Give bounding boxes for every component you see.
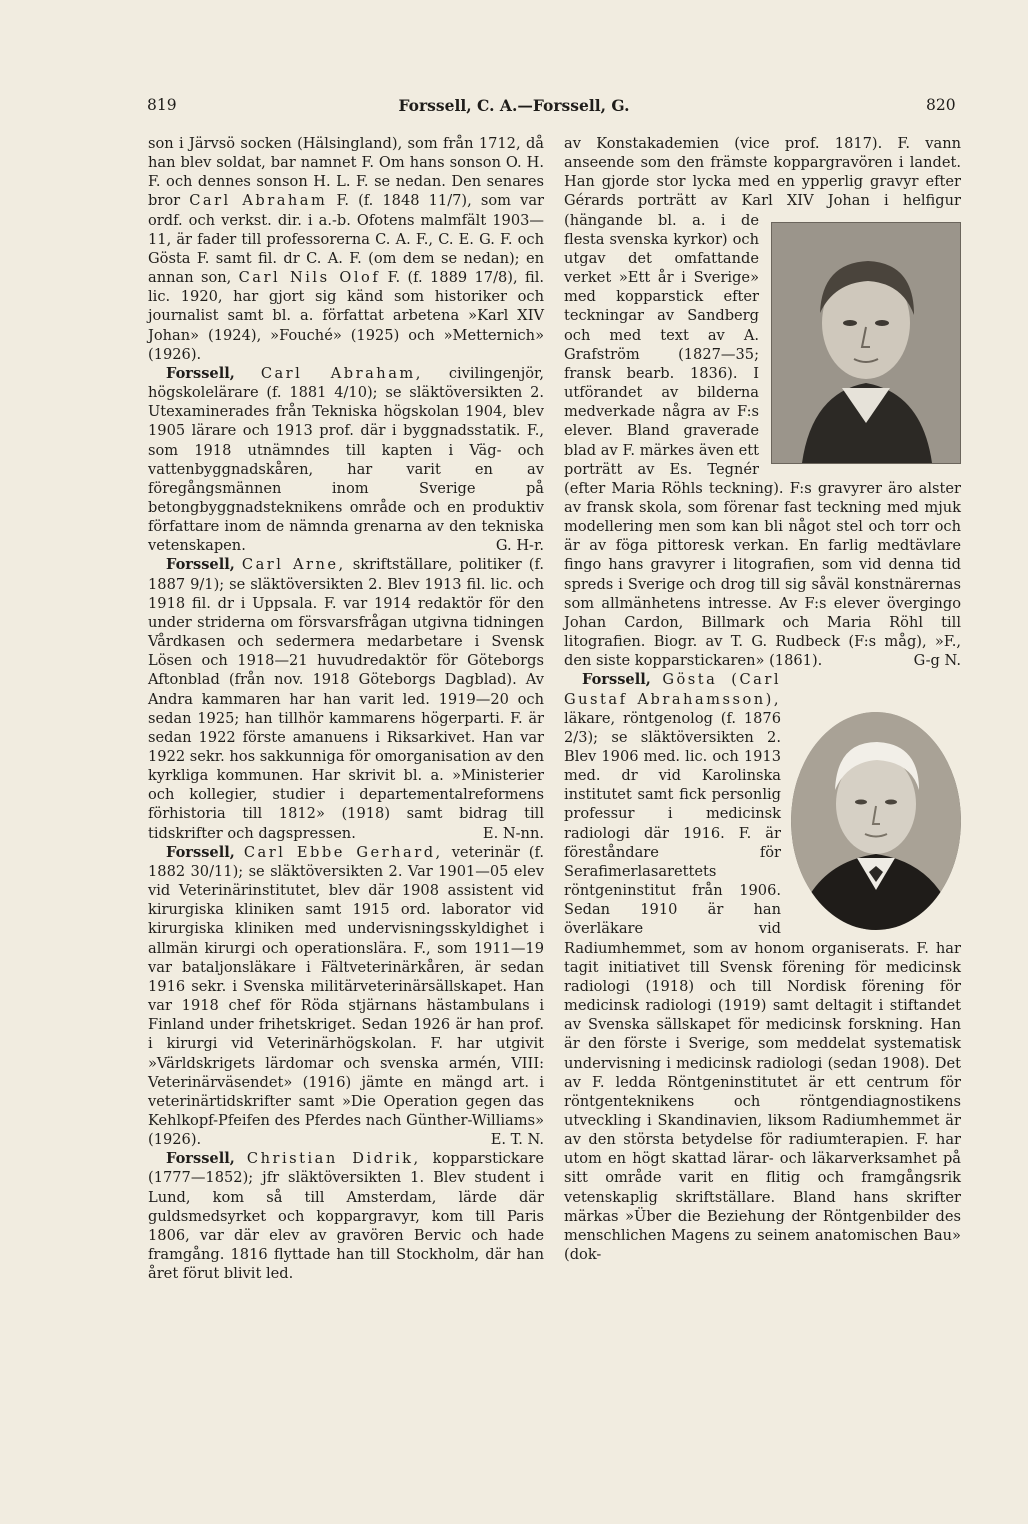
entry-given-names: Christian Didrik, — [246, 1150, 421, 1168]
entry-signature: E. N-nn. — [482, 824, 544, 842]
page-number-right: 820 — [926, 96, 956, 114]
entry-headword: Forssell, — [582, 671, 651, 689]
entry-headword: Forssell, — [166, 556, 235, 574]
entry-text: av Konstakademien (vice prof. 1817). F. vann anseende som den främste koppargravören i landet. Han gjorde stor lycka med en ypperlig gravyr efter Gérards porträtt av Karl XIV Johan i helfigur (hängande bl. a. i de flesta svenska kyrkor) och utgav det omfattande verket »Ett år i Sverige» med kopparstick efter teckningar av Sandberg och med text av A. Grafström (1827—35; fransk bearb. 1836). I utförandet av bilderna medverkade några av F:s elever. Bland graverade blad av F. märkes även ett porträtt av Es. Tegnér (efter Maria Röhls teckning). F:s gravyrer äro alster av fransk skola, som förenar fast teckning med mjuk modellering men som kan bli något stel och torr och är av föga pittoresk verkan. En farlig medtävlare fingo hans gravyrer i litografien, som vid denna tid spreds i Sverige och drog till sig såväl konstnärernas som allmänhetens intresse. Av F:s elever övergingo Johan Cardon, Billmark och Maria Röhl till litografien. Biogr. av T. G. Rudbeck (F:s måg), »F., den siste kopparstickaren» (1861). — [564, 135, 961, 670]
entry-headword: Forssell, — [166, 1150, 235, 1168]
entry-carl-arne — [148, 555, 544, 842]
entry-carl-ebbe-gerhard — [148, 843, 544, 1150]
entry-christian-didrik — [148, 1149, 544, 1283]
entry-carl-abraham — [148, 364, 544, 556]
entry-headword: Forssell, — [166, 843, 235, 861]
portrait-photo-image — [791, 712, 961, 930]
portrait-engraving-image — [772, 223, 960, 463]
text-run: son i Järvsö socken (Hälsingland), som från 1712, då han blev soldat, bar namnet F. Om hans sonson O. H. F. och dennes sonson H. L. F. se nedan. Den senares bror — [148, 135, 544, 210]
portrait-christian-didrik-forssell — [771, 222, 961, 464]
entry-given-names: Carl Abraham, — [260, 364, 423, 382]
right-column — [564, 134, 961, 1264]
spaced-name: Carl Nils Olof — [238, 269, 381, 287]
intro-paragraph — [148, 134, 544, 364]
entry-given-names: Carl Ebbe Gerhard, — [243, 843, 443, 861]
entry-text: veterinär (f. 1882 30/11); se släktöversikten 2. Var 1901—05 elev vid Veterinärinstitutet, blev där 1908 assistent vid kirurgiska kliniken samt 1915 ord. laborator vid kirurgiska kliniken med undervisningsskyldighet i allmän kirurgi och operationslära. F., som 1911—19 var bataljonsläkare i Fältveterinärkåren, är sedan 1916 sekr. i Svenska militärveterinärsällskapet. Han var 1918 chef för Röda stjärnans hästambulans i Finland under frihetskriget. Sedan 1926 är han prof. i kirurgi vid Veterinärhögskolan. F. har utgivit »Världskrigets lärdomar och svenska armén, VIII: Veterinärväsendet» (1916) jämte en mängd art. i veterinärtidskrifter samt »Die Operation gegen das Kehlkopf-Pfeifen des Pferdes nach Günther-Williams» (1926). — [148, 843, 544, 1149]
entry-text: civilingenjör, högskolelärare (f. 1881 4/10); se släktöversikten 2. Utexaminerades från Tekniska högskolan 1904, blev 1905 lärare och 1913 prof. där i byggnadsstatik. F., som 1918 utnämndes till kapten i Väg- och vattenbyggnadskåren, har varit en av föregångsmännen inom Sverige på betongbyggnadsteknikens område och en produktiv författare inom de nämnda grenarna av den tekniska vetenskapen. — [148, 364, 545, 555]
entry-signature: G-g N. — [913, 652, 961, 670]
entry-text: läkare, röntgenolog (f. 1876 2/3); se släktöversikten 2. Blev 1906 med. lic. och 1913 med. dr vid Karolinska institutet samt fick personlig professur i medicinsk radiologi där 1916. F. är föreståndare för Serafimerlasarettets röntgeninstitut från 1906. Sedan 1910 är han överläkare vid Radiumhemmet, som av honom organiserats. F. har tagit initiativet till Svensk förening för medicinsk radiologi (1918) och till Nordisk förening för medicinsk radiologi (1919) samt deltagit i stiftandet av Svenska sällskapet för medicinsk forskning. Han är den förste i Sverige, som meddelat systematisk undervisning i medicinsk radiologi (sedan 1908). Det av F. ledda Röntgeninstitutet är ett centrum för röntgenteknikens och röntgendiagnostikens utveckling i Skandinavien, liksom Radiumhemmet är av den största betydelse för radiumterapien. F. har utom en högt skattad lärar- och läkarverksamhet på sitt område varit en flitig och framgångsrik vetenskaplig skriftställare. Bland hans skrifter märkas »Über die Beziehung der Röntgenbilder des menschlichen Magens zu seinem anatomischen Bau» (dok- — [564, 709, 961, 1264]
text-run: F. (f. 1848 11/7), som var ordf. och verkst. dir. i a.-b. Ofotens malmfält 1903—11, är fader till professorerna C. A. F., C. E. G. F. och Gösta F. samt fil. dr C. A. F. (om dem se nedan); en annan son, — [148, 192, 545, 287]
entry-given-names: Carl Arne, — [241, 556, 346, 574]
entry-headword: Forssell, — [166, 364, 235, 382]
left-column — [148, 134, 544, 1283]
entry-text: kopparstickare (1777—1852); jfr släktöversikten 1. Blev student i Lund, kom så till Amsterdam, lärde där guldsmedsyrket och kopparg​ravyr, kom till Paris 1806, var där elev av gravören Bervic och hade framgång. 1816 flyttade han till Stockholm, där han året förut blivit led. — [148, 1150, 545, 1283]
portrait-gosta-forssell — [791, 712, 961, 930]
text-run: F. (f. 1889 17/8), fil. lic. 1920, har gjort sig känd som historiker och journalist samt bl. a. författat arbetena »Karl XIV Johan» (1924), »Fouché» (1925) och »Metternich» (1926). — [148, 269, 545, 363]
running-title: Forssell, C. A.—Forssell, G. — [398, 96, 630, 115]
entry-given-names: Gösta (Carl Gustaf Abrahamsson), — [564, 671, 782, 708]
entry-signature: G. H-r. — [495, 537, 544, 555]
entry-text: skriftställare, politiker (f. 1887 9/1); se släktöversikten 2. Blev 1913 fil. lic. och 1918 fil. dr i Uppsala. F. var 1914 redaktör för den under striderna om försvarsfrågan utgivna tidningen Vårdkasen och sedermera medarbetare i Svensk Lösen och 1918—21 huvudredaktör för Göteborgs Aftonblad (från nov. 1918 Göteborgs Dagblad). Av Andra kammaren har han varit led. 1919—20 och sedan 1925; han tillhör kammarens högerparti. F. är sedan 1922 förste amanuens i Riksarkivet. Han var 1922 sekr. hos sakkunniga för omorganisation av den kyrkliga kommunen. Har skrivit bl. a. »Ministerier och kollegier, studier i departementalreformens förhistoria till 1812» (1918) samt bidrag till tidskrifter och dagspressen. — [148, 556, 545, 842]
entry-signature: E. T. N. — [490, 1131, 544, 1149]
spaced-name: Carl Abraham — [189, 192, 328, 210]
entry-gosta — [564, 670, 961, 1264]
page-number-left: 819 — [147, 96, 177, 114]
